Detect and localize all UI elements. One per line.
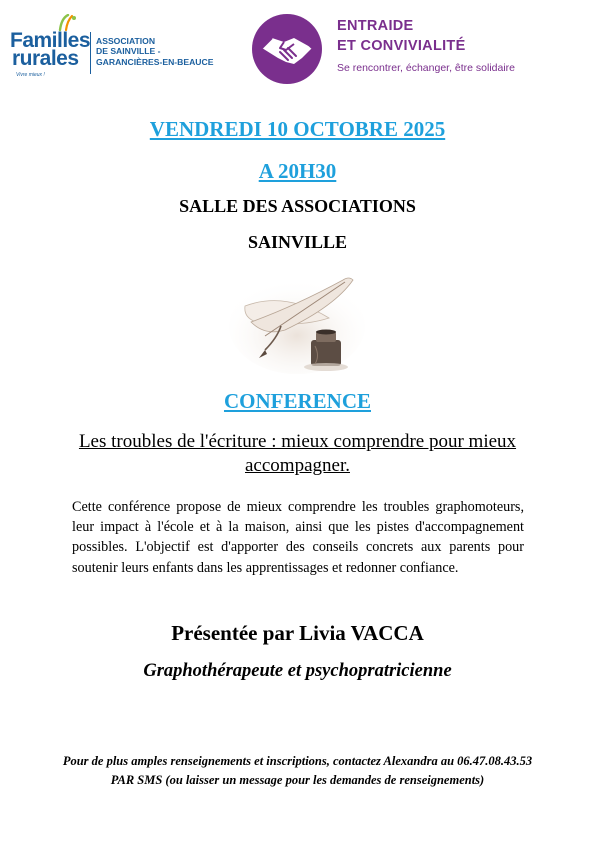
contact-info: Pour de plus amples renseignements et inscriptions, contactez Alexandra au 06.47.08.43.53 PAR SMS (ou laisser un message pour les demandes de renseignements)	[62, 754, 533, 787]
event-venue: SALLE DES ASSOCIATIONS	[179, 196, 416, 216]
association-name: ASSOCIATION DE SAINVILLE - GARANCIÈRES-EN-BEAUCE	[96, 36, 214, 67]
quill-and-inkwell-icon	[225, 266, 365, 378]
logo-divider	[90, 32, 91, 74]
event-time: A 20H30	[258, 159, 337, 183]
event-date: VENDREDI 10 OCTOBRE 2025	[149, 117, 446, 141]
presenter-role: Graphothérapeute et psychopratricienne	[143, 661, 452, 681]
logo-slogan: Vivre mieux !	[16, 72, 45, 78]
familles-rurales-logo	[10, 14, 238, 80]
entraide-convivialite-logo	[250, 12, 595, 86]
logo-word-rurales: rurales	[12, 47, 79, 70]
conference-topic: Les troubles de l'écriture : mieux comprendre pour mieux accompagner.	[78, 431, 517, 476]
conference-description: Cette conférence propose de mieux comprendre les troubles graphomoteurs, leur impact à l'école et à la maison, ainsi que les pistes d'accompagnement possibles. L'objectif est d'apporter des conseils concrets aux parents pour soutenir leurs enfants dans les apprentissages et redonner confiance.	[72, 499, 524, 576]
presenter-line: Présentée par Livia VACCA	[171, 621, 424, 645]
handshake-icon	[250, 12, 324, 86]
logo-word-familles: Familles	[10, 29, 91, 52]
header	[0, 0, 595, 100]
entraide-subtitle: Se rencontrer, échanger, être solidaire	[337, 62, 516, 74]
conference-heading: CONFERENCE	[223, 389, 371, 413]
entraide-title: ENTRAIDE ET CONVIVIALITÉ	[337, 18, 466, 54]
event-town: SAINVILLE	[247, 232, 348, 252]
